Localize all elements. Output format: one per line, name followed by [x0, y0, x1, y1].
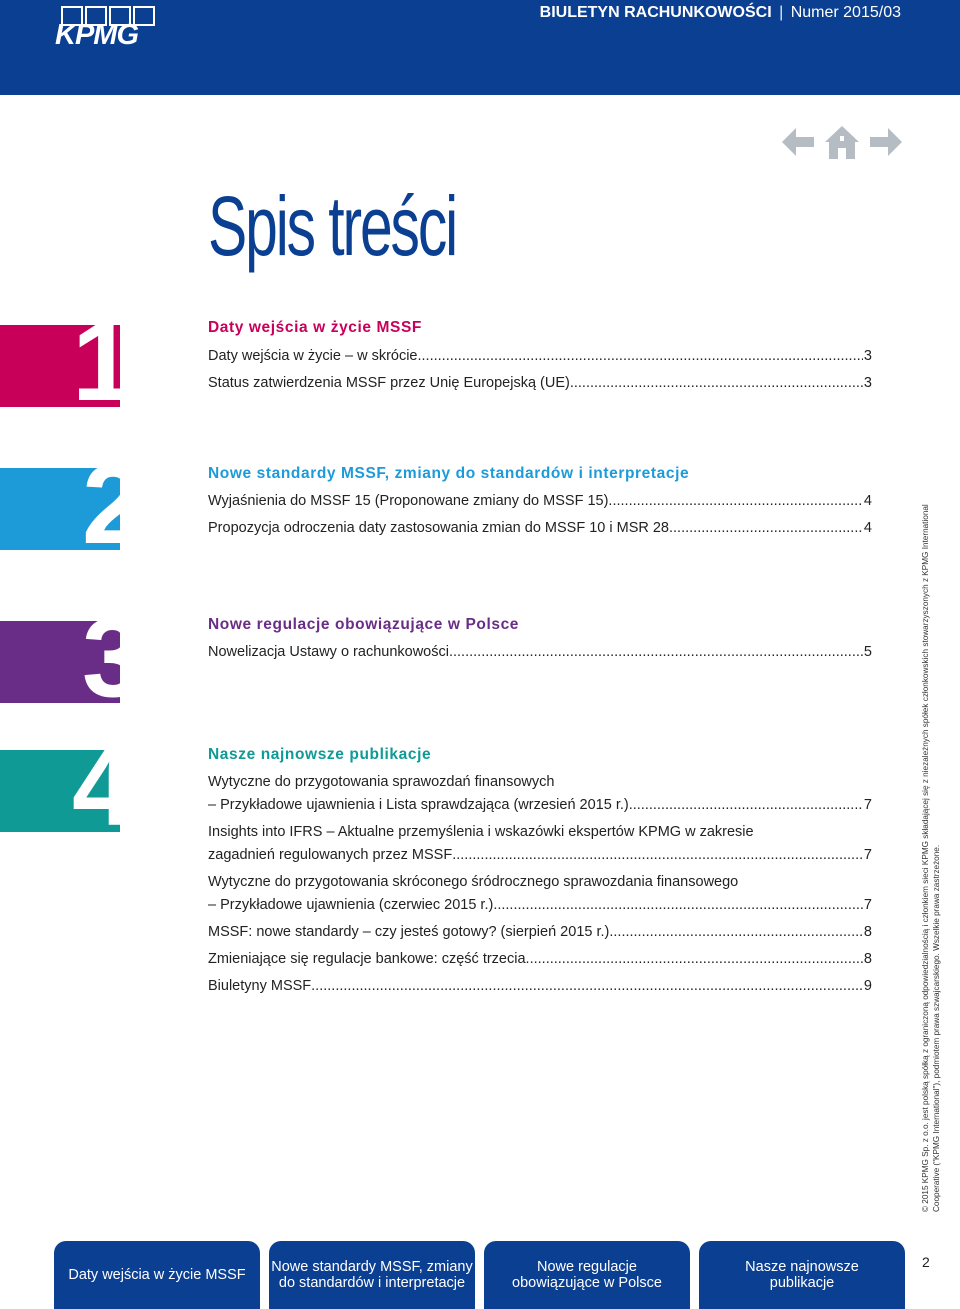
toc-page-number: 7	[863, 797, 872, 813]
copyright-line-2: Cooperative ("KPMG International"), podmiotem prawa szwajcarskiego. Wszelkie prawa zastrzeżone.	[932, 844, 941, 1212]
tab-new-standards[interactable]	[269, 1241, 475, 1309]
toc-entry[interactable]	[208, 373, 872, 393]
toc-entry[interactable]	[208, 895, 872, 915]
toc-dots	[608, 491, 863, 511]
toc-dots	[609, 922, 863, 942]
section-4-number: 4	[72, 724, 131, 849]
toc-page-number: 8	[863, 951, 872, 967]
tab-publications[interactable]	[699, 1241, 905, 1309]
toc-dots	[452, 845, 863, 865]
toc-dots	[418, 346, 863, 366]
toc-entry[interactable]	[208, 922, 872, 942]
tab-label-line-2: publikacje	[769, 1275, 835, 1291]
page-number: 2	[922, 1254, 930, 1270]
section-1-number: 1	[72, 299, 131, 424]
page-title: Spis treści	[208, 179, 457, 273]
tab-label-line-1: Nowe regulacje	[537, 1259, 637, 1275]
toc-entry-text: – Przykładowe ujawnienia (czerwiec 2015 r.)	[208, 897, 494, 913]
tab-polish-regulations[interactable]	[484, 1241, 690, 1309]
toc-dots	[493, 895, 863, 915]
header-bar	[0, 0, 960, 95]
toc-entry[interactable]	[208, 949, 872, 969]
toc-dots	[311, 976, 863, 996]
toc-page-number: 7	[863, 897, 872, 913]
toc-entry-first-line[interactable]: Wytyczne do przygotowania sprawozdań finansowych	[208, 774, 555, 790]
tab-label-line-1: Daty wejścia w życie MSSF	[68, 1267, 246, 1283]
toc-entry-text: MSSF: nowe standardy – czy jesteś gotowy? (sierpień 2015 r.)	[208, 924, 610, 940]
toc-page-number: 5	[863, 644, 872, 660]
toc-entry[interactable]	[208, 491, 872, 511]
toc-page-number: 3	[863, 348, 872, 364]
section-2-number: 2	[82, 442, 141, 567]
section-3-number: 3	[82, 595, 141, 720]
toc-entry[interactable]	[208, 845, 872, 865]
tab-label-line-2: do standardów i interpretacje	[278, 1275, 466, 1291]
toc-entry[interactable]	[208, 976, 872, 996]
toc-entry-text: Biuletyny MSSF	[208, 978, 312, 994]
toc-entry-first-line[interactable]: Wytyczne do przygotowania skróconego śródrocznego sprawozdania finansowego	[208, 874, 739, 890]
arrow-left-icon[interactable]	[780, 124, 816, 160]
bulletin-title	[540, 3, 901, 23]
toc-entry[interactable]	[208, 346, 872, 366]
toc-entry-first-line[interactable]: Insights into IFRS – Aktualne przemyślenia i wskazówki ekspertów KPMG w zakresie	[208, 824, 754, 840]
toc-dots	[526, 949, 863, 969]
navigation-icons	[780, 124, 904, 160]
kpmg-logo[interactable]	[55, 6, 159, 51]
toc-dots	[629, 795, 863, 815]
toc-page-number: 7	[863, 847, 872, 863]
arrow-right-icon[interactable]	[868, 124, 904, 160]
bulletin-separator: |	[779, 4, 784, 21]
toc-page-number: 4	[863, 493, 872, 509]
section-2-title[interactable]: Nowe standardy MSSF, zmiany do standardów i interpretacje	[208, 465, 690, 482]
footer-tabs	[54, 1241, 914, 1309]
toc-entry[interactable]	[208, 518, 872, 538]
copyright-note	[920, 504, 942, 1212]
toc-page-number: 3	[863, 375, 872, 391]
logo-text: KPMG	[55, 19, 138, 51]
tab-label-line-2: obowiązujące w Polsce	[512, 1275, 662, 1291]
bulletin-name: BIULETYN RACHUNKOWOŚCI	[539, 4, 772, 21]
toc-entry-text: zagadnień regulowanych przez MSSF	[208, 847, 453, 863]
section-1-title[interactable]: Daty wejścia w życie MSSF	[208, 319, 423, 336]
tab-label-line-1: Nasze najnowsze	[745, 1259, 859, 1275]
toc-entry-text: Daty wejścia w życie – w skrócie	[208, 348, 418, 364]
toc-entry-text: Propozycja odroczenia daty zastosowania zmian do MSSF 10 i MSR 28	[208, 520, 669, 536]
toc-dots	[449, 642, 863, 662]
toc-dots	[570, 373, 863, 393]
toc-page-number: 9	[863, 978, 872, 994]
toc-entry[interactable]	[208, 795, 872, 815]
toc-page-number: 8	[863, 924, 872, 940]
toc-entry-text: Wyjaśnienia do MSSF 15 (Proponowane zmiany do MSSF 15)	[208, 493, 609, 509]
toc-entry[interactable]	[208, 642, 872, 662]
toc-entry-text: – Przykładowe ujawnienia i Lista sprawdzająca (wrzesień 2015 r.)	[208, 797, 629, 813]
toc-entry-text: Zmieniające się regulacje bankowe: część trzecia	[208, 951, 526, 967]
tab-effective-dates[interactable]	[54, 1241, 260, 1309]
toc-page-number: 4	[863, 520, 872, 536]
tab-label-line-1: Nowe standardy MSSF, zmiany	[271, 1259, 473, 1275]
section-3-title[interactable]: Nowe regulacje obowiązujące w Polsce	[208, 616, 520, 633]
home-icon[interactable]	[824, 124, 860, 160]
copyright-line-1: © 2015 KPMG Sp. z o.o. jest polską spółką z ograniczoną odpowiedzialnością i członkiem sieci KPMG składającej się z niezależnych spółek członkowskich stowarzyszonych z KPMG International	[921, 504, 930, 1212]
toc-dots	[669, 518, 863, 538]
bulletin-issue: Numer 2015/03	[790, 4, 901, 21]
toc-entry-text: Status zatwierdzenia MSSF przez Unię Europejską (UE)	[208, 375, 570, 391]
section-4-title[interactable]: Nasze najnowsze publikacje	[208, 746, 432, 763]
toc-entry-text: Nowelizacja Ustawy o rachunkowości	[208, 644, 449, 660]
